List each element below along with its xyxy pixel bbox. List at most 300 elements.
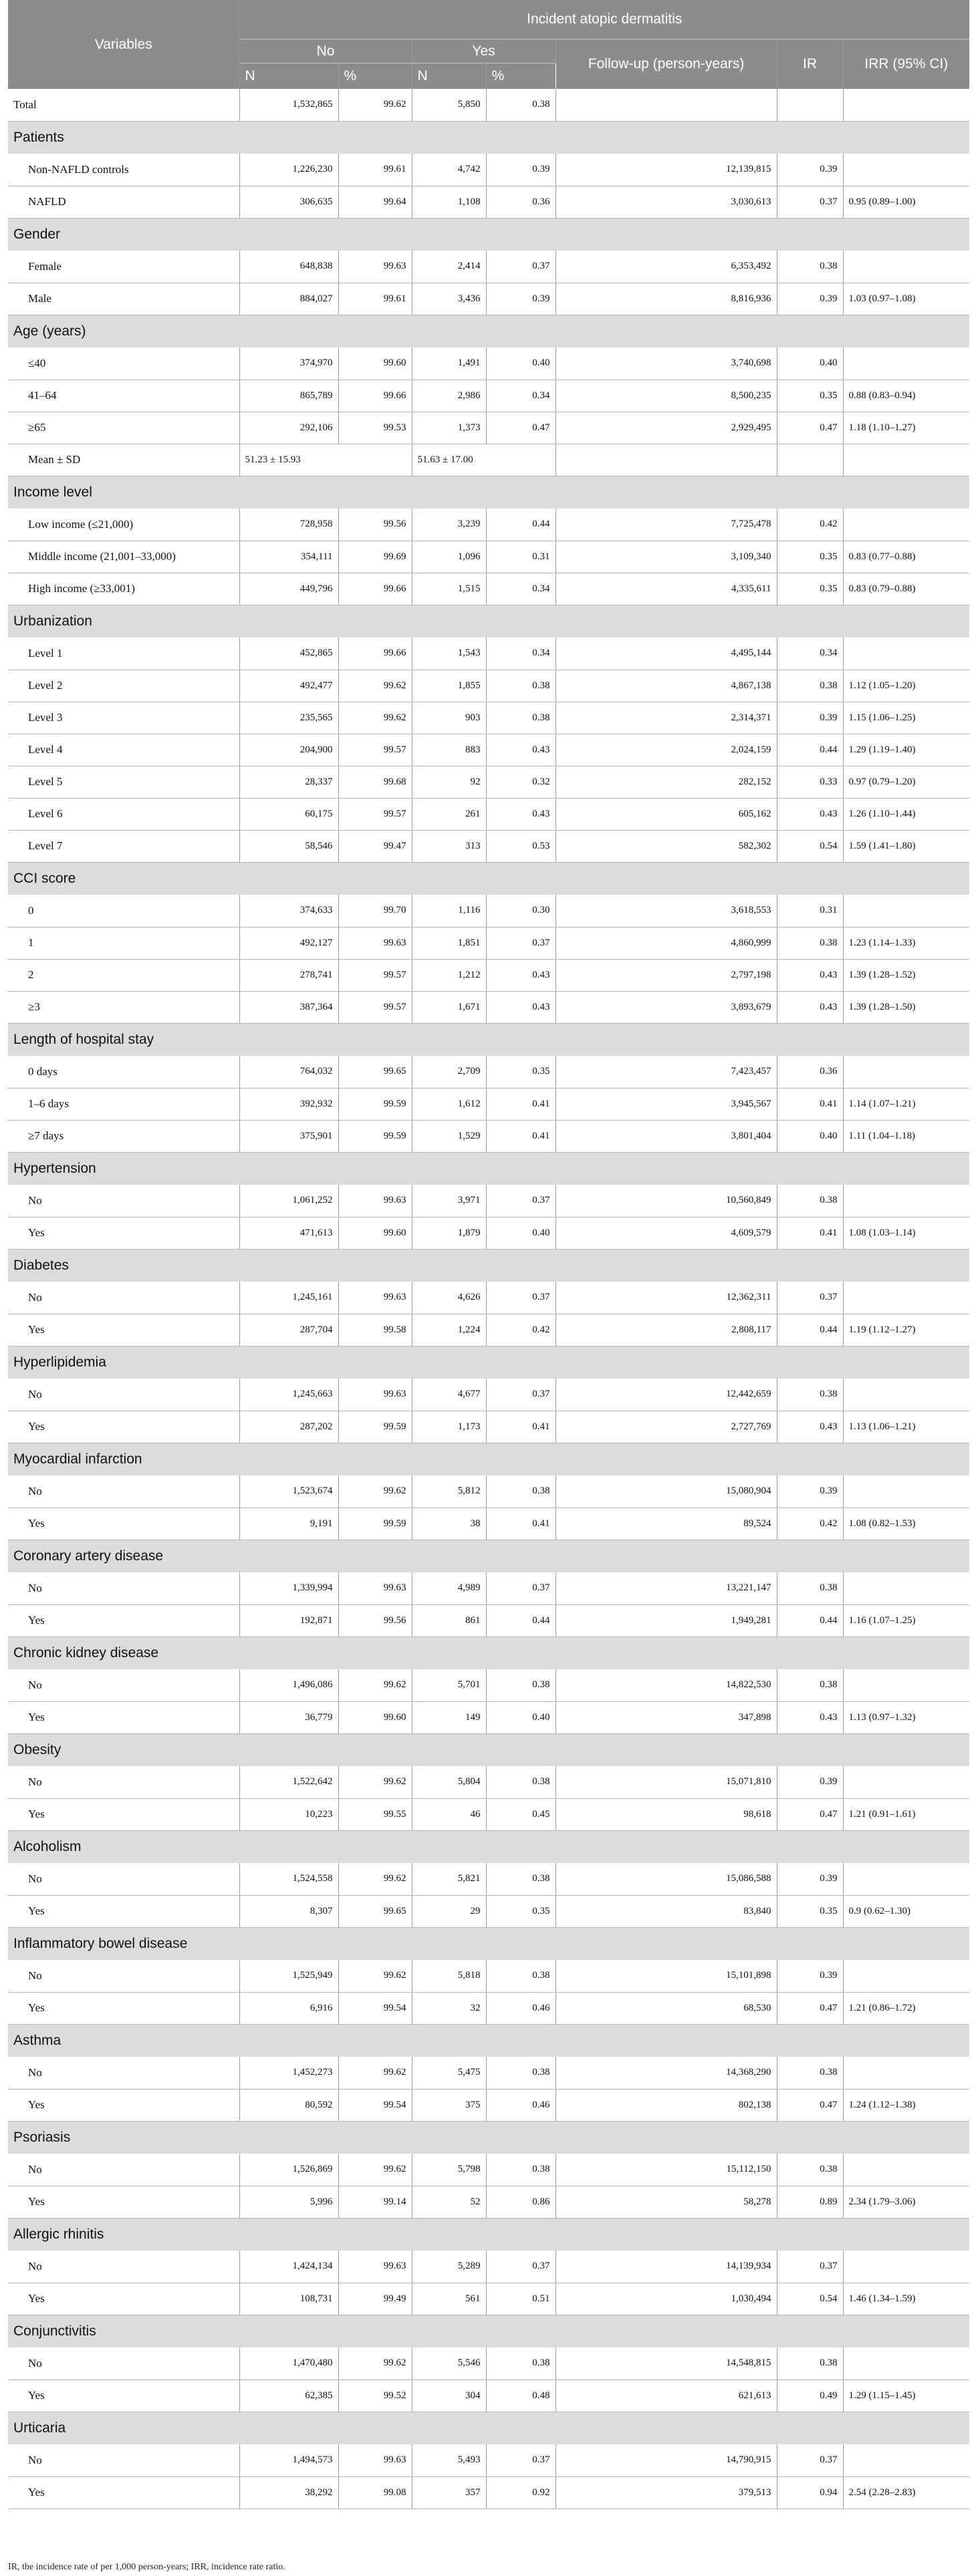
- table-row: [8, 1379, 969, 1411]
- row-label: Level 7: [8, 830, 239, 862]
- table-row: [8, 1475, 969, 1508]
- section-label: Chronic kidney disease: [13, 1644, 159, 1661]
- cell-no-n: 1,339,994: [239, 1572, 338, 1604]
- section-header-row: [8, 1733, 969, 1766]
- row-label: ≥7 days: [8, 1120, 239, 1152]
- cell-yes-pct: 0.36: [486, 186, 556, 218]
- cell-no-n: 374,970: [239, 347, 338, 380]
- section-header-row: [8, 121, 969, 154]
- cell-ir: 0.33: [777, 766, 843, 798]
- cell-follow-up: 7,423,457: [556, 1056, 777, 1088]
- table-row: [8, 830, 969, 862]
- cell-irr: 1.08 (1.03–1.14): [843, 1217, 969, 1249]
- header-follow-up: Follow-up (person-years): [556, 39, 777, 90]
- cell-no-pct: 99.65: [338, 1056, 412, 1088]
- cell-yes-pct: 0.48: [486, 2380, 556, 2412]
- row-label: 1: [8, 927, 239, 959]
- cell-irr: 1.21 (0.86–1.72): [843, 1992, 969, 2024]
- cell-ir: 0.37: [777, 2251, 843, 2283]
- cell-yes-pct: 0.38: [486, 2154, 556, 2186]
- table-row: [8, 1120, 969, 1152]
- cell-no-n: 108,731: [239, 2283, 338, 2315]
- cell-irr: [843, 2444, 969, 2476]
- cell-no-n: 1,494,573: [239, 2444, 338, 2476]
- cell-yes-pct: 0.37: [486, 1185, 556, 1217]
- table-row: [8, 2251, 969, 2283]
- cell-ir: 0.38: [777, 2154, 843, 2186]
- cell-follow-up: 98,618: [556, 1798, 777, 1830]
- cell-irr: 1.14 (1.07–1.21): [843, 1088, 969, 1120]
- cell-follow-up: 89,524: [556, 1508, 777, 1540]
- cell-no-n: 1,523,674: [239, 1475, 338, 1508]
- cell-ir: 0.39: [777, 1766, 843, 1798]
- cell-follow-up: 3,618,553: [556, 895, 777, 927]
- cell-yes-pct: 0.46: [486, 2089, 556, 2121]
- row-label: 41–64: [8, 380, 239, 412]
- cell-yes-n: 5,798: [412, 2154, 486, 2186]
- cell-no-n: 204,900: [239, 734, 338, 766]
- cell-no-n: 235,565: [239, 702, 338, 734]
- cell-yes-n: 1,612: [412, 1088, 486, 1120]
- cell-ir: 0.47: [777, 1798, 843, 1830]
- table-row: [8, 1669, 969, 1701]
- cell-no-n: 36,779: [239, 1701, 338, 1733]
- cell-irr: [843, 1379, 969, 1411]
- cell-ir: 0.44: [777, 1314, 843, 1346]
- cell-no-pct: 99.66: [338, 637, 412, 670]
- table-row: [8, 895, 969, 927]
- row-label: Yes: [8, 1701, 239, 1733]
- cell-ir: 0.39: [777, 283, 843, 315]
- cell-no-n: 492,477: [239, 670, 338, 702]
- cell-irr: [843, 509, 969, 541]
- row-label: Female: [8, 251, 239, 283]
- cell-yes-n: 29: [412, 1895, 486, 1927]
- section-header-row: [8, 2218, 969, 2251]
- cell-follow-up: 582,302: [556, 830, 777, 862]
- cell-follow-up: 12,442,659: [556, 1379, 777, 1411]
- section-header-row: [8, 2412, 969, 2444]
- table-body: [8, 89, 969, 2509]
- cell-follow-up: 3,893,679: [556, 991, 777, 1023]
- cell-yes-n: 5,475: [412, 2057, 486, 2089]
- section-header-row: [8, 1540, 969, 1572]
- cell-follow-up: 1,949,281: [556, 1604, 777, 1636]
- cell-irr: 0.83 (0.77–0.88): [843, 541, 969, 573]
- table-row: [8, 1701, 969, 1733]
- cell-yes-n: 1,515: [412, 573, 486, 605]
- cell-follow-up: 10,560,849: [556, 1185, 777, 1217]
- header-yes-pct: %: [486, 63, 556, 90]
- cell-ir: 0.44: [777, 734, 843, 766]
- cell-no-n: 387,364: [239, 991, 338, 1023]
- cell-follow-up: 58,278: [556, 2186, 777, 2218]
- cell-yes-pct: 0.34: [486, 573, 556, 605]
- table-row: [8, 637, 969, 670]
- section-label: Inflammatory bowel disease: [13, 1935, 188, 1951]
- cell-irr: 1.39 (1.28–1.50): [843, 991, 969, 1023]
- cell-no-pct: 99.61: [338, 154, 412, 186]
- cell-no-n: 292,106: [239, 412, 338, 444]
- row-label: Low income (≤21,000): [8, 509, 239, 541]
- table-row: [8, 1895, 969, 1927]
- cell-irr: 2.34 (1.79–3.06): [843, 2186, 969, 2218]
- cell-irr: 1.46 (1.34–1.59): [843, 2283, 969, 2315]
- cell-no-n: 10,223: [239, 1798, 338, 1830]
- cell-follow-up: 4,860,999: [556, 927, 777, 959]
- table-row: [8, 1766, 969, 1798]
- cell-follow-up: 2,929,495: [556, 412, 777, 444]
- cell-no-pct: 99.58: [338, 1314, 412, 1346]
- row-label: Yes: [8, 2380, 239, 2412]
- cell-yes-pct: 0.41: [486, 1120, 556, 1152]
- cell-follow-up: 4,335,611: [556, 573, 777, 605]
- cell-yes-n: 5,701: [412, 1669, 486, 1701]
- cell-follow-up: 15,086,588: [556, 1863, 777, 1895]
- table-row: [8, 702, 969, 734]
- row-label: 0: [8, 895, 239, 927]
- cell-ir: 0.35: [777, 380, 843, 412]
- cell-no-pct: 99.56: [338, 509, 412, 541]
- cell-follow-up: 3,740,698: [556, 347, 777, 380]
- cell-yes-n: 375: [412, 2089, 486, 2121]
- cell-yes-pct: 0.38: [486, 89, 556, 121]
- section-label: Age (years): [13, 323, 86, 339]
- cell-yes-n: 1,096: [412, 541, 486, 573]
- cell-yes-n: 1,373: [412, 412, 486, 444]
- cell-follow-up: 3,030,613: [556, 186, 777, 218]
- cell-ir: 0.37: [777, 186, 843, 218]
- cell-no-n: 62,385: [239, 2380, 338, 2412]
- cell-no-n: 1,452,273: [239, 2057, 338, 2089]
- cell-no-pct: 99.62: [338, 1766, 412, 1798]
- cell-irr: [843, 1863, 969, 1895]
- cell-yes-pct: 0.46: [486, 1992, 556, 2024]
- cell-no-pct: 99.57: [338, 991, 412, 1023]
- cell-no-pct: 99.62: [338, 2347, 412, 2380]
- table-row: [8, 959, 969, 991]
- cell-no-n: 1,525,949: [239, 1960, 338, 1992]
- section-label: CCI score: [13, 870, 76, 886]
- table-row: [8, 251, 969, 283]
- cell-irr: 1.23 (1.14–1.33): [843, 927, 969, 959]
- section-header-row: [8, 1927, 969, 1960]
- cell-no-pct: 99.62: [338, 670, 412, 702]
- cell-ir: 0.34: [777, 637, 843, 670]
- cell-no-pct: 99.62: [338, 2057, 412, 2089]
- cell-irr: [843, 637, 969, 670]
- cell-no-pct: 99.14: [338, 2186, 412, 2218]
- cell-no-pct: 99.63: [338, 1572, 412, 1604]
- table-row: [8, 2347, 969, 2380]
- section-header-row: [8, 605, 969, 637]
- cell-follow-up: 2,797,198: [556, 959, 777, 991]
- cell-follow-up: 14,368,290: [556, 2057, 777, 2089]
- cell-irr: 1.19 (1.12–1.27): [843, 1314, 969, 1346]
- table-header: [8, 0, 969, 89]
- cell-yes-pct: 0.38: [486, 2347, 556, 2380]
- cell-no-n: 192,871: [239, 1604, 338, 1636]
- header-variables: Variables: [8, 0, 239, 89]
- cell-yes-n: 5,821: [412, 1863, 486, 1895]
- cell-ir: 0.44: [777, 1604, 843, 1636]
- row-label: Yes: [8, 1798, 239, 1830]
- table-row: [8, 2380, 969, 2412]
- table-row: [8, 2476, 969, 2509]
- cell-no-n: 392,932: [239, 1088, 338, 1120]
- cell-irr: 1.12 (1.05–1.20): [843, 670, 969, 702]
- cell-ir: [777, 89, 843, 121]
- total-row: [8, 89, 969, 121]
- cell-follow-up: 68,530: [556, 1992, 777, 2024]
- cell-no-mean-sd: 51.23 ± 15.93: [239, 444, 412, 476]
- cell-ir: 0.40: [777, 1120, 843, 1152]
- table-row: [8, 444, 969, 476]
- cell-no-pct: 99.55: [338, 1798, 412, 1830]
- cell-follow-up: 15,112,150: [556, 2154, 777, 2186]
- cell-yes-pct: 0.40: [486, 1217, 556, 1249]
- cell-ir: 0.41: [777, 1217, 843, 1249]
- section-label: Obesity: [13, 1741, 62, 1757]
- cell-no-n: 6,916: [239, 1992, 338, 2024]
- cell-yes-pct: 0.41: [486, 1508, 556, 1540]
- cell-no-n: 278,741: [239, 959, 338, 991]
- cell-irr: [843, 2154, 969, 2186]
- cell-irr: 0.97 (0.79–1.20): [843, 766, 969, 798]
- cell-ir: 0.39: [777, 1475, 843, 1508]
- cell-irr: [843, 1185, 969, 1217]
- cell-yes-pct: 0.41: [486, 1088, 556, 1120]
- cell-yes-n: 1,879: [412, 1217, 486, 1249]
- cell-no-n: 38,292: [239, 2476, 338, 2509]
- cell-yes-pct: 0.43: [486, 798, 556, 830]
- cell-no-n: 8,307: [239, 1895, 338, 1927]
- section-label: Coronary artery disease: [13, 1548, 164, 1564]
- cell-yes-n: 4,677: [412, 1379, 486, 1411]
- cell-no-pct: 99.65: [338, 1895, 412, 1927]
- cell-ir: 0.38: [777, 251, 843, 283]
- cell-ir: 0.47: [777, 412, 843, 444]
- cell-follow-up: 12,139,815: [556, 154, 777, 186]
- cell-yes-n: 1,529: [412, 1120, 486, 1152]
- row-label: No: [8, 1185, 239, 1217]
- cell-follow-up: 14,139,934: [556, 2251, 777, 2283]
- section-label: Myocardial infarction: [13, 1451, 142, 1467]
- row-label: Level 3: [8, 702, 239, 734]
- cell-irr: 0.95 (0.89–1.00): [843, 186, 969, 218]
- section-header-row: [8, 1346, 969, 1379]
- cell-yes-n: 2,709: [412, 1056, 486, 1088]
- table-row: [8, 1863, 969, 1895]
- cell-irr: 1.16 (1.07–1.25): [843, 1604, 969, 1636]
- cell-ir: 0.38: [777, 1669, 843, 1701]
- cell-no-n: 764,032: [239, 1056, 338, 1088]
- cell-yes-n: 1,851: [412, 927, 486, 959]
- row-label: No: [8, 2444, 239, 2476]
- row-label: No: [8, 1379, 239, 1411]
- cell-yes-n: 5,818: [412, 1960, 486, 1992]
- footnote: IR, the incidence rate of per 1,000 person-years; IRR, incidence rate ratio.: [8, 2562, 285, 2572]
- table-row: [8, 1604, 969, 1636]
- cell-ir: [777, 444, 843, 476]
- row-label: Level 4: [8, 734, 239, 766]
- cell-no-pct: 99.63: [338, 2444, 412, 2476]
- cell-irr: 1.13 (0.97–1.32): [843, 1701, 969, 1733]
- table-row: [8, 1572, 969, 1604]
- cell-yes-n: 5,812: [412, 1475, 486, 1508]
- cell-no-pct: 99.62: [338, 1863, 412, 1895]
- cell-follow-up: 14,548,815: [556, 2347, 777, 2380]
- cell-follow-up: 15,071,810: [556, 1766, 777, 1798]
- table-row: [8, 734, 969, 766]
- cell-irr: [843, 154, 969, 186]
- cell-irr: [843, 2057, 969, 2089]
- cell-ir: 0.31: [777, 895, 843, 927]
- row-label: Mean ± SD: [8, 444, 239, 476]
- cell-no-n: 1,496,086: [239, 1669, 338, 1701]
- cell-no-n: 492,127: [239, 927, 338, 959]
- cell-irr: 1.29 (1.15–1.45): [843, 2380, 969, 2412]
- cell-no-pct: 99.69: [338, 541, 412, 573]
- row-label: No: [8, 1766, 239, 1798]
- cell-follow-up: [556, 444, 777, 476]
- cell-yes-n: 5,804: [412, 1766, 486, 1798]
- cell-no-n: 354,111: [239, 541, 338, 573]
- table-row: [8, 412, 969, 444]
- results-table-container: [8, 0, 969, 2509]
- cell-follow-up: 2,024,159: [556, 734, 777, 766]
- cell-irr: [843, 895, 969, 927]
- cell-no-pct: 99.70: [338, 895, 412, 927]
- cell-yes-n: 4,626: [412, 1282, 486, 1314]
- table-row: [8, 154, 969, 186]
- row-label: No: [8, 2251, 239, 2283]
- row-label: ≥65: [8, 412, 239, 444]
- cell-yes-n: 561: [412, 2283, 486, 2315]
- cell-yes-pct: 0.35: [486, 1056, 556, 1088]
- cell-no-n: 1,522,642: [239, 1766, 338, 1798]
- cell-yes-pct: 0.38: [486, 1475, 556, 1508]
- cell-irr: 0.83 (0.79–0.88): [843, 573, 969, 605]
- cell-ir: 0.39: [777, 1863, 843, 1895]
- cell-irr: 1.15 (1.06–1.25): [843, 702, 969, 734]
- cell-no-pct: 99.57: [338, 959, 412, 991]
- cell-follow-up: 8,500,235: [556, 380, 777, 412]
- cell-yes-pct: 0.47: [486, 412, 556, 444]
- cell-yes-pct: 0.37: [486, 2444, 556, 2476]
- row-label: Yes: [8, 1411, 239, 1443]
- cell-no-n: 471,613: [239, 1217, 338, 1249]
- section-header-row: [8, 218, 969, 251]
- table-row: [8, 573, 969, 605]
- table-row: [8, 1992, 969, 2024]
- results-table: [8, 0, 969, 2509]
- cell-yes-pct: 0.42: [486, 1314, 556, 1346]
- cell-irr: 1.29 (1.19–1.40): [843, 734, 969, 766]
- cell-yes-pct: 0.37: [486, 1379, 556, 1411]
- table-row: [8, 991, 969, 1023]
- table-row: [8, 1185, 969, 1217]
- cell-no-n: 1,526,869: [239, 2154, 338, 2186]
- cell-no-n: 287,202: [239, 1411, 338, 1443]
- table-row: [8, 798, 969, 830]
- cell-no-pct: 99.62: [338, 1960, 412, 1992]
- cell-no-pct: 99.61: [338, 283, 412, 315]
- row-label: Level 2: [8, 670, 239, 702]
- cell-ir: 0.38: [777, 670, 843, 702]
- cell-no-n: 374,633: [239, 895, 338, 927]
- row-label: ≥3: [8, 991, 239, 1023]
- cell-irr: 1.39 (1.28–1.52): [843, 959, 969, 991]
- cell-no-pct: 99.62: [338, 1669, 412, 1701]
- cell-ir: 0.35: [777, 573, 843, 605]
- cell-ir: 0.42: [777, 509, 843, 541]
- cell-yes-pct: 0.40: [486, 1701, 556, 1733]
- cell-no-n: 306,635: [239, 186, 338, 218]
- cell-yes-n: 4,742: [412, 154, 486, 186]
- cell-yes-pct: 0.40: [486, 347, 556, 380]
- cell-no-n: 1,245,663: [239, 1379, 338, 1411]
- section-label: Urticaria: [13, 2420, 66, 2436]
- row-label: No: [8, 1282, 239, 1314]
- cell-follow-up: 2,314,371: [556, 702, 777, 734]
- cell-ir: 0.36: [777, 1056, 843, 1088]
- cell-irr: 0.88 (0.83–0.94): [843, 380, 969, 412]
- cell-ir: 0.38: [777, 927, 843, 959]
- cell-yes-n: 5,850: [412, 89, 486, 121]
- table-row: [8, 1798, 969, 1830]
- cell-yes-pct: 0.37: [486, 251, 556, 283]
- cell-irr: [843, 251, 969, 283]
- cell-follow-up: 379,513: [556, 2476, 777, 2509]
- cell-yes-n: 149: [412, 1701, 486, 1733]
- section-label: Alcoholism: [13, 1838, 82, 1854]
- cell-irr: [843, 2347, 969, 2380]
- cell-irr: 1.21 (0.91–1.61): [843, 1798, 969, 1830]
- cell-no-n: 80,592: [239, 2089, 338, 2121]
- cell-no-n: 452,865: [239, 637, 338, 670]
- cell-follow-up: 15,080,904: [556, 1475, 777, 1508]
- row-label: No: [8, 1475, 239, 1508]
- cell-yes-pct: 0.53: [486, 830, 556, 862]
- row-label: No: [8, 1863, 239, 1895]
- row-label: Yes: [8, 1314, 239, 1346]
- cell-no-pct: 99.59: [338, 1088, 412, 1120]
- cell-yes-pct: 0.45: [486, 1798, 556, 1830]
- section-label: Income level: [13, 484, 92, 500]
- cell-follow-up: 4,609,579: [556, 1217, 777, 1249]
- section-label: Length of hospital stay: [13, 1031, 154, 1047]
- cell-yes-pct: 0.38: [486, 670, 556, 702]
- cell-yes-pct: 0.38: [486, 1960, 556, 1992]
- table-row: [8, 1056, 969, 1088]
- cell-follow-up: 15,101,898: [556, 1960, 777, 1992]
- row-label: NAFLD: [8, 186, 239, 218]
- row-label: Level 1: [8, 637, 239, 670]
- table-row: [8, 1282, 969, 1314]
- cell-yes-n: 2,414: [412, 251, 486, 283]
- cell-yes-n: 3,239: [412, 509, 486, 541]
- cell-ir: 0.54: [777, 2283, 843, 2315]
- cell-yes-pct: 0.34: [486, 637, 556, 670]
- cell-no-n: 58,546: [239, 830, 338, 862]
- cell-yes-n: 1,491: [412, 347, 486, 380]
- table-row: [8, 509, 969, 541]
- section-label: Hyperlipidemia: [13, 1354, 106, 1370]
- cell-no-pct: 99.08: [338, 2476, 412, 2509]
- cell-yes-n: 357: [412, 2476, 486, 2509]
- cell-ir: 0.35: [777, 1895, 843, 1927]
